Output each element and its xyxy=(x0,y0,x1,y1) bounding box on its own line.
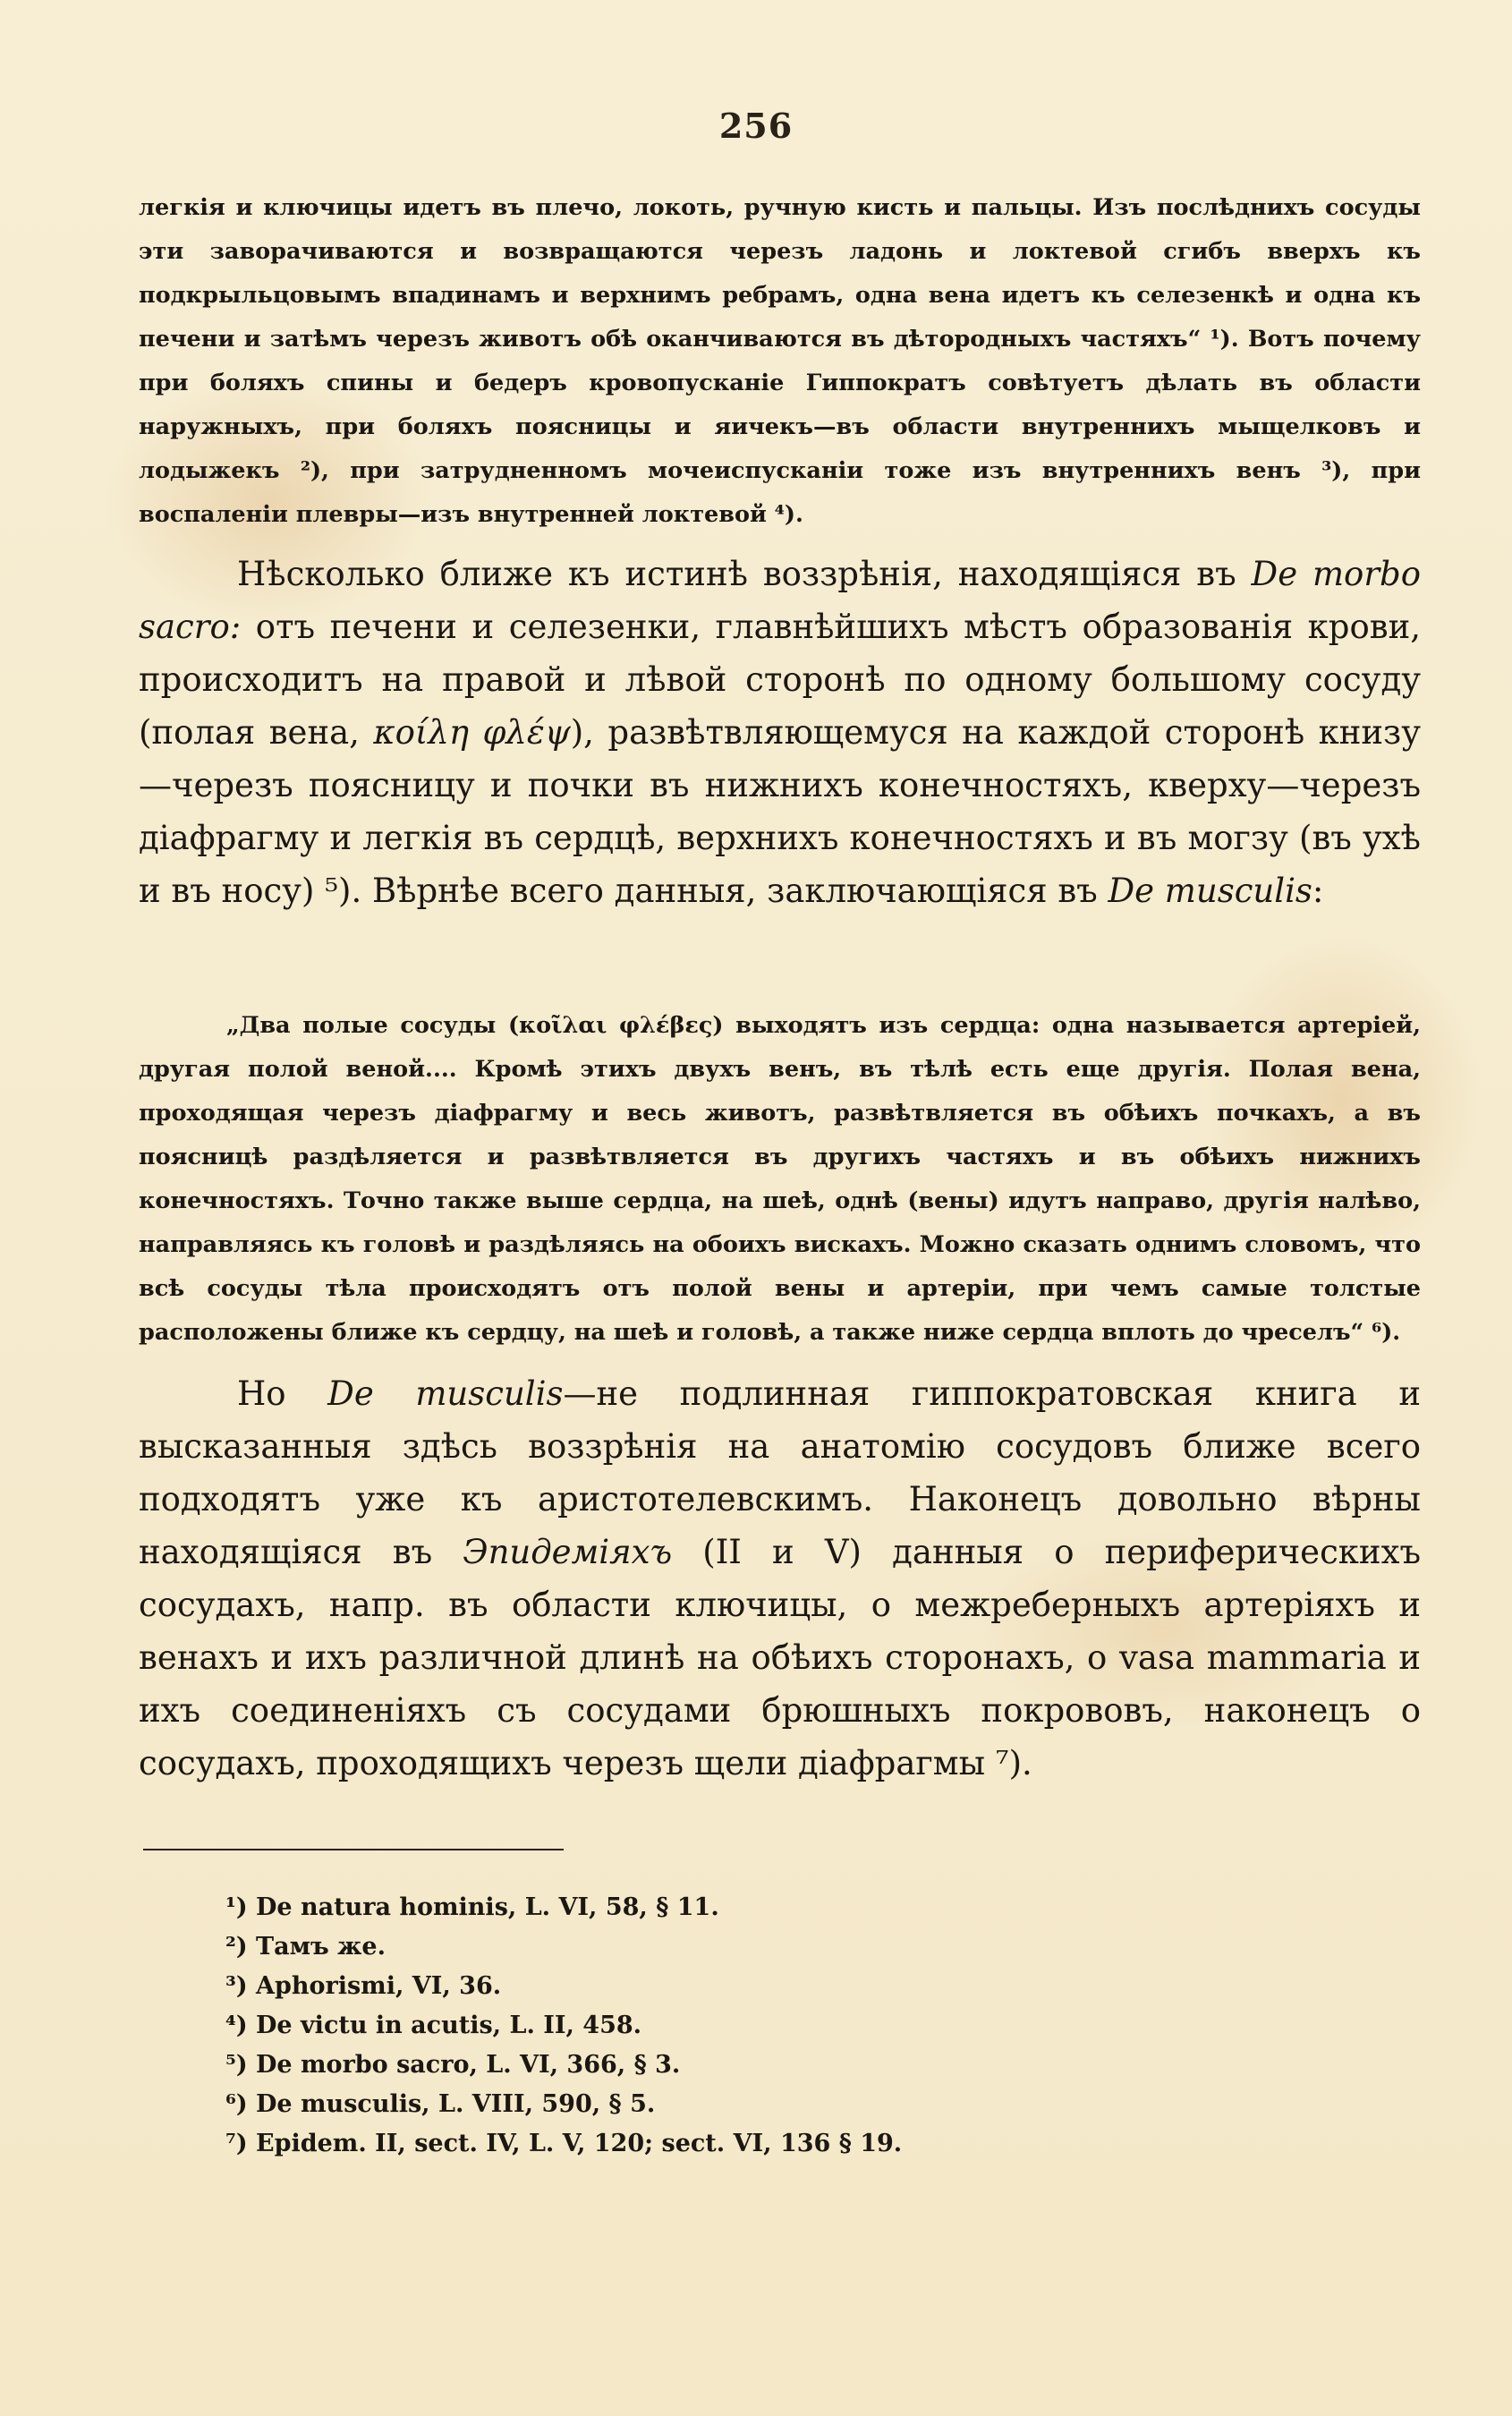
paragraph-text: Но xyxy=(237,1374,328,1413)
paragraph-de-musculis xyxy=(139,1367,1421,1790)
greek-term: κοίλη φλέψ xyxy=(373,713,571,752)
book-title: De musculis xyxy=(1108,872,1312,910)
page-number: 256 xyxy=(718,106,794,146)
footnote: ⁵) De morbo sacro, L. VI, 366, § 3. xyxy=(225,2051,681,2079)
footnote: ³) Aphorismi, VI, 36. xyxy=(225,1972,502,2000)
footnote: ⁴) De victu in acutis, L. II, 458. xyxy=(225,2012,642,2039)
footnote: ⁶) De musculis, L. VIII, 590, § 5. xyxy=(225,2090,656,2118)
footnote: ²) Тамъ же. xyxy=(225,1933,386,1961)
paragraph-text: ), развѣтвляющемуся на каждой сторонѣ книзу—черезъ поясницу и почки въ нижнихъ конечностяхъ, кверху—черезъ діафрагму и легкія въ сердцѣ, верхнихъ конечностяхъ и въ могзу (въ ухѣ и въ носу) ⁵). Вѣрнѣе всего данныя, заключающіяся въ xyxy=(139,713,1421,910)
paragraph-text: Нѣсколько ближе къ истинѣ воззрѣнія, находящіяся въ xyxy=(237,555,1252,593)
book-title: De morbo sacro: xyxy=(139,555,1421,646)
paragraph-text: —не подлинная гиппократовская книга и высказанныя здѣсь воззрѣнія на анатомію сосудовъ ближе всего подходятъ уже къ аристотелевскимъ. Наконецъ довольно вѣрны находящіяся въ xyxy=(139,1374,1421,1571)
footnote-divider xyxy=(143,1849,564,1850)
book-title: Эпидеміяхъ xyxy=(463,1533,673,1571)
paragraph-de-morbo-sacro xyxy=(139,548,1421,917)
footnotes-list xyxy=(225,1888,1299,2164)
footnote: ¹) De natura hominis, L. VI, 58, § 11. xyxy=(225,1893,719,1921)
book-title: De musculis xyxy=(327,1374,564,1413)
footnote: ⁷) Epidem. II, sect. IV, L. V, 120; sect. VI, 136 § 19. xyxy=(225,2130,903,2157)
paragraph-text: : xyxy=(1312,872,1324,910)
paragraph-text: (II и V) данныя о периферическихъ сосудахъ, напр. въ области ключицы, о межреберныхъ артеріяхъ и венахъ и ихъ различной длинѣ на обѣихъ сторонахъ, о vasa mammaria и ихъ соединеніяхъ съ сосудами брюшныхъ покрововъ, наконецъ о сосудахъ, проходящихъ черезъ щели діафрагмы ⁷). xyxy=(139,1533,1421,1782)
paragraph-text: отъ печени и селезенки, главнѣйшихъ мѣстъ образованія крови, происходитъ на правой и лѣвой сторонѣ по одному большому сосуду (полая вена, xyxy=(139,608,1421,752)
block-quote: „Два полые сосуды (κοῖλαι φλέβες) выходятъ изъ сердца: одна называется артеріей, другая полой веной.... Кромѣ этихъ двухъ венъ, въ тѣлѣ есть еще другія. Полая вена, проходящая черезъ діафрагму и весь животъ, развѣтвляется въ обѣихъ почкахъ, а въ поясницѣ раздѣляется и развѣтвляется въ другихъ частяхъ и въ обѣихъ нижнихъ конечностяхъ. Точно также выше сердца, на шеѣ, однѣ (вены) идутъ направо, другія налѣво, направляясь къ головѣ и раздѣляясь на обоихъ вискахъ. Можно сказать однимъ словомъ, что всѣ сосуды тѣла происходятъ отъ полой вены и артеріи, при чемъ самые толстые расположены ближе къ сердцу, на шеѣ и головѣ, а также ниже сердца вплоть до чреселъ“ ⁶). xyxy=(139,1012,1421,1346)
paragraph-continuation: легкія и ключицы идетъ въ плечо, локоть, ручную кисть и пальцы. Изъ послѣднихъ сосуды эти заворачиваются и возвращаются черезъ ладонь и локтевой сгибъ вверхъ къ подкрыльцовымъ впадинамъ и верхнимъ ребрамъ, одна вена идетъ къ селезенкѣ и одна къ печени и затѣмъ черезъ животъ обѣ оканчиваются въ дѣтородныхъ частяхъ“ ¹). Вотъ почему при боляхъ спины и бедеръ кровопусканіе Гиппократъ совѣтуетъ дѣлать въ области наружныхъ, при боляхъ поясницы и яичекъ—въ области внутреннихъ мыщелковъ и лодыжекъ ²), при затрудненномъ мочеиспусканіи тоже изъ внутреннихъ венъ ³), при воспаленіи плевры—изъ внутренней локтевой ⁴). xyxy=(139,194,1421,528)
